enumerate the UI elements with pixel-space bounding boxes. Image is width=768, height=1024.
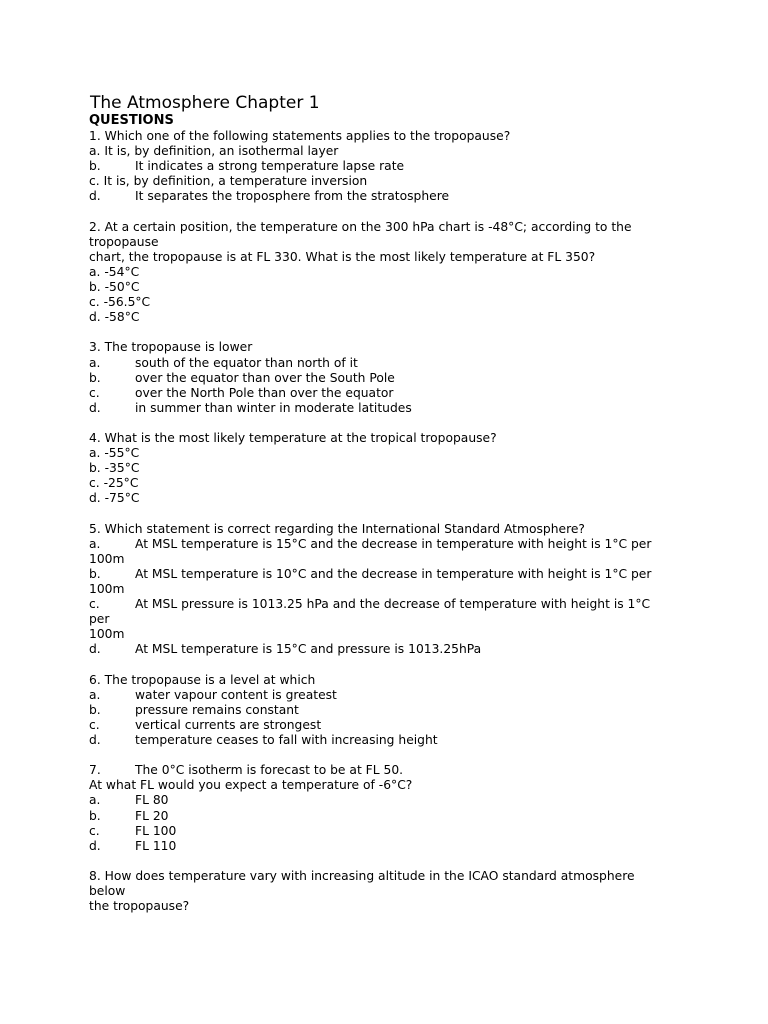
option-label: a.	[89, 793, 101, 808]
option-text: south of the equator than north of it	[135, 355, 358, 370]
option-label: b.	[89, 808, 101, 823]
answer-option	[89, 461, 139, 476]
question-line	[89, 778, 412, 793]
answer-option	[89, 356, 358, 371]
option-text: temperature ceases to fall with increasing height	[135, 733, 438, 747]
option-label: d.	[89, 310, 105, 325]
answer-option	[89, 733, 438, 748]
question-text: below	[89, 884, 126, 898]
option-text: The 0°C isotherm is forecast to be at FL 50.	[135, 763, 404, 778]
option-text: -54°C	[104, 264, 140, 279]
answer-option	[89, 446, 139, 461]
answer-option	[89, 718, 321, 733]
answer-option	[89, 839, 176, 854]
option-text: -35°C	[104, 461, 140, 476]
question-line	[89, 220, 632, 235]
option-label: d.	[89, 642, 101, 657]
option-text: FL 80	[135, 793, 169, 808]
answer-option	[89, 597, 650, 612]
question-line	[89, 673, 315, 688]
option-text: At MSL pressure is 1013.25 hPa and the decrease of temperature with height is 1°C	[135, 597, 651, 612]
question-line	[89, 129, 510, 144]
option-label: a.	[89, 264, 105, 279]
answer-option	[89, 280, 139, 295]
answer-option	[89, 642, 481, 657]
option-label: b.	[89, 370, 101, 385]
option-text: -56.5°C	[103, 295, 151, 310]
question-text: 6. The tropopause is a level at which	[89, 672, 316, 687]
option-label: c.	[89, 295, 104, 310]
question-text: 1. Which one of the following statements applies to the tropopause?	[89, 129, 511, 143]
option-text: FL 100	[135, 823, 177, 838]
answer-option	[89, 144, 338, 159]
answer-option	[89, 189, 449, 204]
option-text: It is, by definition, an isothermal layer	[104, 144, 339, 159]
option-label: d.	[89, 733, 101, 747]
question-text: 4. What is the most likely temperature at the tropical tropopause?	[89, 431, 497, 445]
question-text: 2. At a certain position, the temperature on the 300 hPa chart is -48°C; according to the	[89, 219, 632, 234]
section-heading: QUESTIONS	[89, 113, 174, 128]
option-text: FL 110	[135, 838, 177, 853]
option-text: in summer than winter in moderate latitudes	[135, 400, 412, 415]
question-text: 5. Which statement is correct regarding the International Standard Atmosphere?	[89, 521, 585, 536]
question-line	[89, 522, 585, 537]
answer-option	[89, 295, 150, 310]
question-text: 8. How does temperature vary with increasing altitude in the ICAO standard atmosphere	[89, 868, 635, 883]
question-text: 100m	[89, 582, 125, 596]
question-text: the tropopause?	[89, 899, 190, 914]
question-line	[89, 869, 635, 884]
document-title: The Atmosphere Chapter 1	[90, 93, 320, 113]
question-text: per	[89, 612, 110, 627]
question-line	[89, 899, 189, 914]
option-text: -55°C	[104, 446, 140, 461]
question-line	[89, 250, 595, 265]
option-label: d.	[89, 838, 101, 853]
answer-option	[89, 703, 299, 718]
answer-option	[89, 386, 394, 401]
option-label: a.	[89, 355, 101, 370]
answer-option	[89, 537, 651, 552]
option-label: b.	[89, 280, 105, 294]
answer-option-continuation	[89, 582, 124, 597]
option-label: 7.	[89, 763, 101, 778]
question-line	[89, 884, 125, 899]
option-label: b.	[89, 566, 101, 581]
answer-option-continuation	[89, 552, 124, 567]
answer-option-continuation	[89, 627, 124, 642]
answer-option	[89, 401, 412, 416]
option-text: -58°C	[104, 310, 140, 325]
option-label: b.	[89, 461, 105, 476]
option-label: b.	[89, 159, 101, 174]
answer-option	[89, 371, 395, 386]
option-text: At MSL temperature is 10°C and the decrease in temperature with height is 1°C per	[135, 566, 652, 581]
option-label: c.	[89, 597, 100, 612]
option-text: vertical currents are strongest	[135, 717, 322, 732]
answer-option	[89, 265, 139, 280]
option-label: a.	[89, 536, 101, 551]
option-text: FL 20	[135, 808, 169, 823]
question-text: At what FL would you expect a temperature of -6°C?	[89, 778, 413, 793]
option-text: -50°C	[104, 280, 140, 294]
option-text: It separates the troposphere from the stratosphere	[135, 189, 450, 204]
question-text: chart, the tropopause is at FL 330. What is the most likely temperature at FL 350?	[89, 249, 596, 264]
question-text: 100m	[89, 551, 125, 566]
question-line	[89, 235, 159, 250]
answer-option	[89, 824, 176, 839]
option-label: a.	[89, 144, 105, 159]
answer-option	[89, 174, 367, 189]
option-label: d.	[89, 400, 101, 415]
option-label: a.	[89, 687, 101, 702]
question-text: tropopause	[89, 234, 159, 249]
option-text: At MSL temperature is 15°C and pressure is 1013.25hPa	[135, 642, 482, 657]
option-text: water vapour content is greatest	[135, 687, 337, 702]
answer-option-continuation	[89, 612, 109, 627]
answer-option	[89, 688, 337, 703]
answer-option	[89, 159, 404, 174]
option-text: over the equator than over the South Pole	[135, 370, 395, 385]
option-text: -75°C	[104, 491, 140, 506]
option-text: over the North Pole than over the equator	[135, 385, 394, 400]
option-label: a.	[89, 446, 105, 461]
option-text: -25°C	[103, 476, 139, 491]
option-label: c.	[89, 476, 104, 491]
option-label: b.	[89, 702, 101, 717]
option-text: At MSL temperature is 15°C and the decrease in temperature with height is 1°C per	[135, 536, 652, 551]
option-label: d.	[89, 491, 105, 506]
question-line	[89, 431, 497, 446]
question-line	[89, 763, 403, 778]
option-label: c.	[89, 385, 100, 400]
question-line	[89, 340, 252, 355]
answer-option	[89, 809, 168, 824]
option-text: pressure remains constant	[135, 702, 299, 717]
question-text: 100m	[89, 627, 125, 642]
question-text: 3. The tropopause is lower	[89, 340, 253, 355]
option-text: It indicates a strong temperature lapse rate	[135, 159, 405, 174]
answer-option	[89, 310, 139, 325]
option-label: c.	[89, 174, 104, 189]
option-label: c.	[89, 717, 100, 732]
answer-option	[89, 476, 138, 491]
answer-option	[89, 491, 139, 506]
answer-option	[89, 567, 651, 582]
option-label: d.	[89, 189, 101, 204]
answer-option	[89, 793, 168, 808]
option-label: c.	[89, 823, 100, 838]
option-text: It is, by definition, a temperature inversion	[103, 174, 368, 189]
